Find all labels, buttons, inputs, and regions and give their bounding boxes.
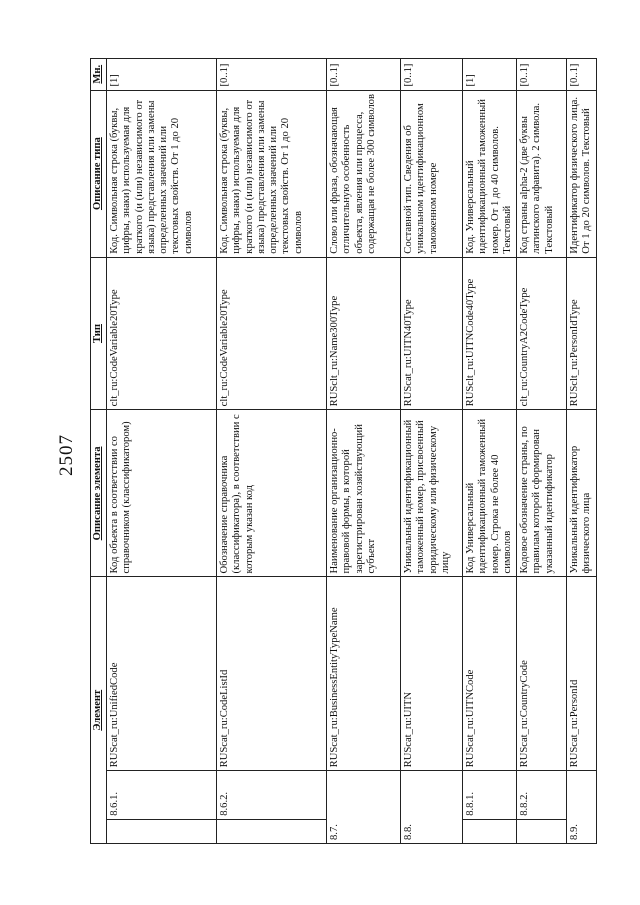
row-element-description: Уникальный идентификационный таможенный номер, присвоенный юридическому или физическому лицу	[401, 410, 463, 577]
row-element-description: Обозначение справочника (классификатора), в соответствии с которым указан код	[217, 410, 327, 577]
row-multiplicity: [0..1]	[517, 59, 567, 91]
table-row	[567, 59, 597, 844]
row-subnumber: 8.6.1.	[107, 771, 217, 819]
table-row	[107, 59, 217, 844]
row-type-description: Код. Символьная строка (буквы, цифры, знаки) используемая для краткого (и (или) независимого от языка) представления или замены определенных значений или текстовых свойств. От 1 до 20 символов	[107, 90, 217, 257]
header-type-description: Описание типа	[91, 90, 107, 257]
table-row	[463, 59, 517, 844]
row-type: clt_ru:CodeVariable20Type	[107, 257, 217, 410]
row-multiplicity: [0..1]	[567, 59, 597, 91]
row-subnumber: 8.8.1.	[463, 771, 517, 819]
row-type-description: Идентификатор физического лица. От 1 до 20 символов. Текстовый	[567, 90, 597, 257]
row-element: RUScat_ru:CountryCode	[517, 577, 567, 771]
row-multiplicity: [1]	[463, 59, 517, 91]
row-element-description: Код Универсальный идентификационный таможенный номер. Строка не более 40 символов	[463, 410, 517, 577]
row-multiplicity: [0..1]	[217, 59, 327, 91]
row-element: RUScat_ru:BusinessEntityTypeName	[327, 577, 401, 771]
row-type-description: Код. Символьная строка (буквы, цифры, знаки) используемая для краткого (и (или) независимого от языка) представления или замены определенных значений или текстовых свойств. От 1 до 20 символов	[217, 90, 327, 257]
row-element: RUScat_ru:CodeListId	[217, 577, 327, 771]
header-type: Тип	[91, 257, 107, 410]
row-number	[463, 819, 517, 843]
row-element: RUScat_ru:PersonId	[567, 577, 597, 771]
row-number: 8.7.	[327, 771, 401, 844]
row-multiplicity: [0..1]	[327, 59, 401, 91]
row-multiplicity: [1]	[107, 59, 217, 91]
row-element-description: Наименование организационно-правовой формы, в которой зарегистрирован хозяйствующий субъект	[327, 410, 401, 577]
row-number	[517, 819, 567, 843]
page-number: 2507	[56, 434, 77, 476]
row-subnumber: 8.8.2.	[517, 771, 567, 819]
table-row	[327, 59, 401, 844]
row-element: RUScat_ru:UnifiedCode	[107, 577, 217, 771]
row-number	[107, 819, 217, 843]
rotated-table-container	[90, 58, 593, 844]
row-type: RUScat_ru:UITN40Type	[401, 257, 463, 410]
table-row	[517, 59, 567, 844]
row-element: RUScat_ru:UITNCode	[463, 577, 517, 771]
row-type-description: Код. Универсальный идентификационный таможенный номер. От 1 до 40 символов. Текстовый	[463, 90, 517, 257]
rotated-table-frame	[90, 58, 593, 844]
header-element-description: Описание элемента	[91, 410, 107, 577]
row-type-description: Код страны alpha-2 (две буквы латинского алфавита). 2 символа. Текстовый	[517, 90, 567, 257]
row-element-description: Код объекта в соответствии со справочником (классификатором)	[107, 410, 217, 577]
row-number: 8.9.	[567, 771, 597, 844]
row-type: RUSclt_ru:PersonIdType	[567, 257, 597, 410]
row-subnumber: 8.6.2.	[217, 771, 327, 819]
row-type: clt_ru:CountryA2CodeType	[517, 257, 567, 410]
table-header-row	[91, 59, 107, 844]
table-row	[401, 59, 463, 844]
row-type: RUSclt_ru:Name300Type	[327, 257, 401, 410]
table-row	[217, 59, 327, 844]
row-type-description: Слово или фраза, обозначающая отличительную особенность объекта, явления или процесса, содержащая не более 300 символов	[327, 90, 401, 257]
row-element: RUScat_ru:UITN	[401, 577, 463, 771]
row-type: RUSclt_ru:UITNCode40Type	[463, 257, 517, 410]
row-number	[217, 819, 327, 843]
row-element-description: Уникальный идентификатор физического лица	[567, 410, 597, 577]
row-multiplicity: [0..1]	[401, 59, 463, 91]
header-element: Элемент	[91, 577, 107, 844]
row-number: 8.8.	[401, 771, 463, 844]
row-type-description: Составной тип. Сведения об уникальном идентификационном таможенном номере	[401, 90, 463, 257]
row-element-description: Кодовое обозначение страны, по правилам которой сформирован указанный идентификатор	[517, 410, 567, 577]
schema-table	[90, 58, 597, 844]
header-multiplicity: Мн.	[91, 59, 107, 91]
row-type: clt_ru:CodeVariable20Type	[217, 257, 327, 410]
